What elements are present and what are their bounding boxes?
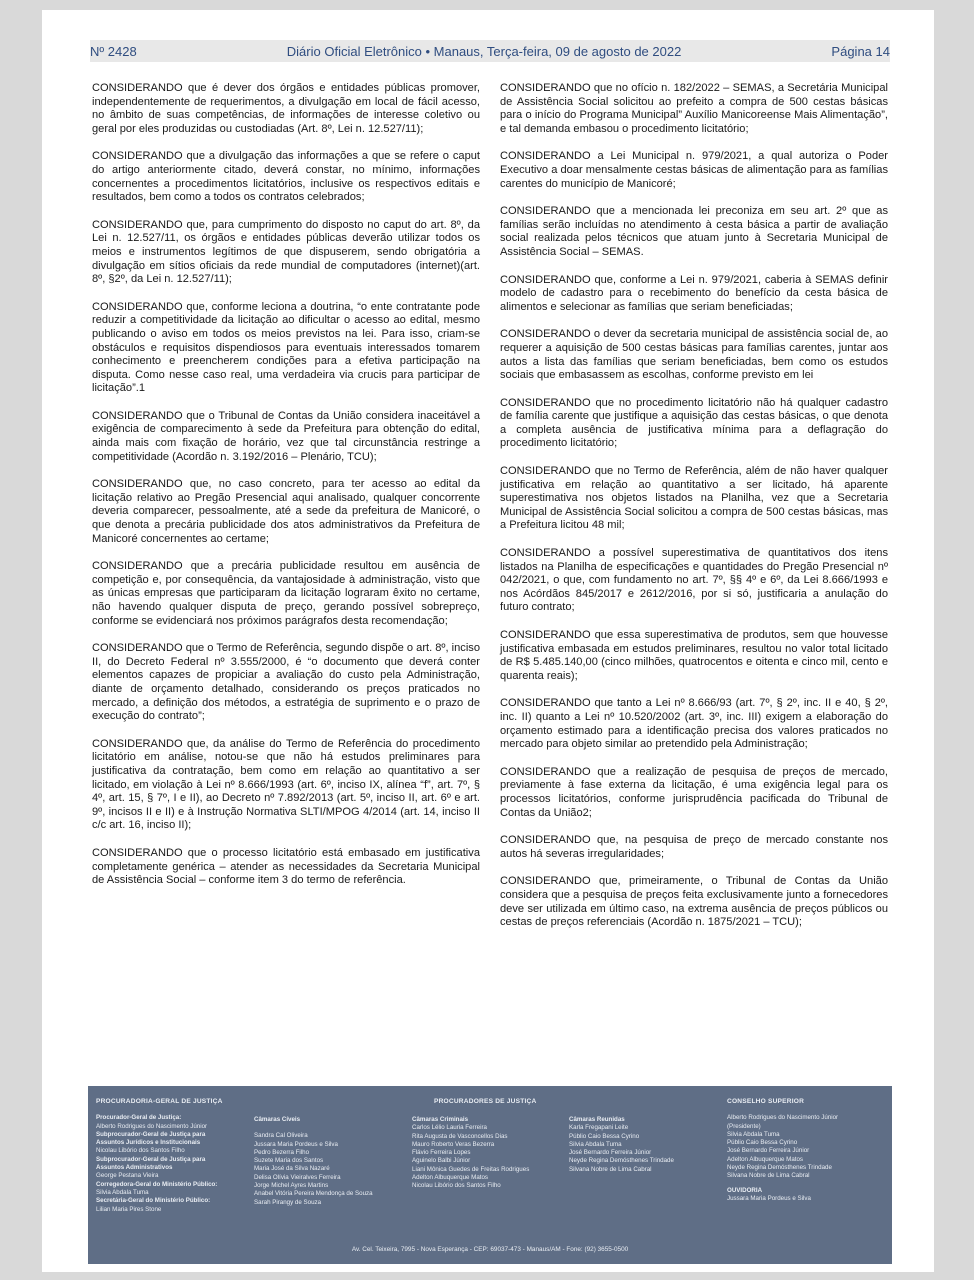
- footer-name-line: George Pestana Vieira: [96, 1172, 159, 1180]
- considerando-paragraph: CONSIDERANDO o dever da secretaria municipal de assistência social de, ao requerer a aquisição de 500 cestas básicas para famílias carentes, juntar aos autos a lista das famílias que seriam beneficiadas, bem como os estudos sociais que embasassem as escolhas, conforme previsto em lei: [500, 328, 888, 382]
- footer-name-line: Adelton Albuquerque Matos: [412, 1174, 489, 1182]
- footer-name-line: (Presidente): [727, 1122, 761, 1130]
- footer-name-line: Rita Augusta de Vasconcellos Dias: [412, 1132, 508, 1140]
- footer-name-line: Nicolau Libório dos Santos Filho: [412, 1182, 501, 1190]
- civeis-heading: Câmaras Cíveis: [254, 1116, 301, 1123]
- footer-name-line: Públio Caio Bessa Cyrino: [727, 1139, 798, 1147]
- footer-name-line: Sarah Pirangy de Souza: [254, 1198, 322, 1206]
- footer-name-line: Adelton Albuquerque Matos: [727, 1155, 804, 1163]
- footer-name-line: Suzete Maria dos Santos: [254, 1157, 324, 1165]
- footer-name-line: Nicolau Libório dos Santos Filho: [96, 1147, 185, 1155]
- pgj-list: [96, 1114, 246, 1214]
- footer-name-line: José Bernardo Ferreira Júnior: [569, 1149, 652, 1157]
- footer-name-line: Procurador-Geral de Justiça:: [96, 1114, 182, 1122]
- criminais-block: [412, 1116, 562, 1191]
- footer-name-line: Neyde Regina Demósthenes Trindade: [727, 1164, 832, 1172]
- considerando-paragraph: CONSIDERANDO que no procedimento licitatório não há qualquer cadastro de família carente que justifique a aquisição das cestas básicas, o que denota a completa ausência de justificativa mínima para a deflagração do procedimento licitatório;: [500, 396, 888, 450]
- pgj-heading: PROCURADORIA-GERAL DE JUSTIÇA: [96, 1098, 223, 1105]
- document-page: [42, 10, 934, 1272]
- cs-list: [727, 1114, 885, 1180]
- footer-name-line: Silvana Nobre de Lima Cabral: [727, 1172, 810, 1180]
- considerando-paragraph: CONSIDERANDO que tanto a Lei nº 8.666/93 (art. 7º, § 2º, inc. II e 40, § 2º, inc. II) quanto a Lei nº 10.520/2002 (art. 3º, inc. III) exigem a elaboração do orçamento estimado para a identificação precisa dos valores praticados no mercado para objeto similar ao pretendido pela Administração;: [500, 697, 888, 751]
- considerando-paragraph: CONSIDERANDO a Lei Municipal n. 979/2021, a qual autoriza o Poder Executivo a doar mensalmente cestas básicas de alimentação para as famílias carentes do município de Manicoré;: [500, 150, 888, 190]
- reunidas-heading: Câmaras Reunidas: [569, 1116, 625, 1123]
- footer-name-line: Assuntos Jurídicos e Institucionais: [96, 1139, 201, 1147]
- footer-name-line: Mauro Roberto Veras Bezerra: [412, 1140, 495, 1148]
- footer-name-line: Anabel Vitória Pereira Mendonça de Souza: [254, 1190, 373, 1198]
- footer-name-line: Silvana Nobre de Lima Cabral: [569, 1165, 652, 1173]
- footer-name-line: Silvia Abdala Tuma: [727, 1130, 780, 1138]
- left-column: [92, 82, 480, 1022]
- footer-name-line: Públio Caio Bessa Cyrino: [569, 1132, 640, 1140]
- footer-name-line: Aguinelo Balbi Júnior: [412, 1157, 471, 1165]
- footer-name-line: Flávio Ferreira Lopes: [412, 1149, 471, 1157]
- footer-name-line: Maria José da Silva Nazaré: [254, 1165, 330, 1173]
- body-columns: [92, 82, 888, 1022]
- considerando-paragraph: CONSIDERANDO que o processo licitatório está embasado em justificativa completamente genérica – atender as necessidades da Secretaria Municipal de Assistência Social – conforme item 3 do termo de referência.: [92, 846, 480, 887]
- considerando-paragraph: CONSIDERANDO que no Termo de Referência, além de não haver qualquer justificativa em relação ao quantitativo a ser licitado, há aparente superestimativa nos objetos listados na Planilha, vez que a Secretaria Municipal de Assistência Social solicitou a compra de 500 cestas básicas, mas a Prefeitura licitou 48 mil;: [500, 465, 888, 532]
- pj-heading: PROCURADORES DE JUSTIÇA: [434, 1098, 537, 1105]
- civeis-list: [254, 1132, 404, 1207]
- issue-number: Nº 2428: [90, 43, 137, 59]
- considerando-paragraph: CONSIDERANDO que o Termo de Referência, segundo dispõe o art. 8º, inciso II, do Decreto Federal nº 3.555/2000, é “o documento que deverá conter elementos capazes de propiciar a avaliação do custo pela Administração, diante de orçamento detalhado, considerando os preços praticados no mercado, a definição dos métodos, a estratégia de suprimento e o prazo de execução do contrato”;: [92, 642, 481, 723]
- considerando-paragraph: CONSIDERANDO que essa superestimativa de produtos, sem que houvesse justificativa embasada em estudos preliminares, resultou no valor total licitado de R$ 5.485.140,00 (cinco milhões, quatrocentos e oitenta e cinco mil, cento e quarenta reais);: [500, 629, 888, 682]
- considerando-paragraph: CONSIDERANDO que a precária publicidade resultou em ausência de competição e, por consequência, da vantajosidade à administração, visto que as únicas empresas que participaram da licitação lograram êxito no certame, não havendo qualquer disputa de preço, gerando possível sobrepreço, conforme se evidenciará nos próximos parágrafos desta recomendação;: [92, 560, 480, 627]
- footer-name-line: Silvia Abdala Tuma: [569, 1140, 622, 1148]
- reunidas-list: [569, 1124, 719, 1174]
- considerando-paragraph: CONSIDERANDO que, para cumprimento do disposto no caput do art. 8º, da Lei n. 12.527/11, os órgãos e entidades públicas deverão utilizar todos os meios e instrumentos legítimos de que dispuserem, sendo obrigatória a divulgação em sítios oficiais da rede mundial de computadores (internet)(art. 8º, §2º, da Lei n. 12.527/11);: [92, 218, 480, 286]
- considerando-paragraph: CONSIDERANDO que o Tribunal de Contas da União considera inaceitável a exigência de comparecimento à sede da Prefeitura para obtenção do edital, ainda mais com fixação de horário, vez que tal circunstância restringe a competitividade (Acordão n. 3.192/2016 – Plenário, TCU);: [92, 409, 480, 463]
- footer-name-line: Subprocurador-Geral de Justiça para: [96, 1155, 206, 1163]
- footer-name-line: Delisa Olívia Vieiralves Ferreira: [254, 1173, 341, 1181]
- footer-name-line: Assuntos Administrativos: [96, 1164, 173, 1172]
- cs-block: [727, 1098, 885, 1203]
- footer-name-line: Carlos Lélio Lauria Ferreira: [412, 1124, 487, 1132]
- journal-title: Diário Oficial Eletrônico • Manaus, Terça-feira, 09 de agosto de 2022: [286, 43, 682, 59]
- considerando-paragraph: CONSIDERANDO que a divulgação das informações a que se refere o caput do artigo anteriormente citado, deverá constar, no mínimo, informações concernentes a procedimentos licitatórios, inclusive os respectivos editais e resultados, bem como a todos os contratos celebrados;: [92, 150, 480, 204]
- footer-name-line: Lilian Maria Pires Stone: [96, 1205, 162, 1213]
- criminais-heading: Câmaras Criminais: [412, 1116, 469, 1123]
- right-column: [500, 82, 888, 1022]
- footer-name-line: Alberto Rodrigues do Nascimento Júnior: [96, 1122, 208, 1130]
- footer-name-line: Sandra Cal Oliveira: [254, 1132, 308, 1140]
- ouvidoria-heading: OUVIDORIA: [727, 1186, 763, 1194]
- ouvidoria-name: Jussara Maria Pordeus e Silva: [727, 1194, 811, 1202]
- footer-name-line: Jorge Michel Ayres Martins: [254, 1182, 329, 1190]
- considerando-paragraph: CONSIDERANDO que, conforme a Lei n. 979/2021, caberia à SEMAS definir modelo de cadastro para o recebimento do benefício da cesta básica de alimentos e selecionar as famílias que seriam beneficiadas;: [500, 273, 888, 313]
- considerando-paragraph: CONSIDERANDO que, da análise do Termo de Referência do procedimento licitatório em análise, notou-se que não há estudos preliminares para justificativa da contratação, bem como em relação ao quantitativo a ser licitado, em violação à Lei nº 8.666/1993 (art. 6º, inciso IX, alínea “f”, art. 7º, § 4º, art. 15, § 7º, I e II), ao Decreto nº 7.892/2013 (art. 5º, inciso II, art. 6º e art. 9º, incisos II e II) e à Instrução Normativa SLTI/MPOG 4/2014 (art. 14, inciso II c/c art. 16, inciso II);: [92, 737, 480, 832]
- footer-name-line: Corregedora-Geral do Ministério Público:: [96, 1180, 218, 1188]
- considerando-paragraph: CONSIDERANDO que a realização de pesquisa de preços de mercado, previamente à fase externa da licitação, é uma exigência legal para os processos licitatórios, conforme jurisprudência pacificada do Tribunal de Contas da União2;: [500, 765, 888, 819]
- civeis-block: [254, 1116, 404, 1207]
- footer-name-line: Pedro Bezerra Filho: [254, 1148, 310, 1156]
- footer-name-line: Subprocurador-Geral de Justiça para: [96, 1130, 206, 1138]
- page-header: [90, 40, 890, 62]
- considerando-paragraph: CONSIDERANDO que é dever dos órgãos e entidades públicas promover, independentemente de requerimentos, a divulgação em local de fácil acesso, no âmbito de suas competências, de informações de interesse coletivo ou geral por eles produzidas ou custodiadas (Art. 8º, Lei n. 12.527/11);: [92, 82, 480, 135]
- page-number: Página 14: [831, 43, 890, 59]
- criminais-list: [412, 1124, 562, 1190]
- footer-name-line: Liani Mônica Guedes de Freitas Rodrigues: [412, 1165, 530, 1173]
- pgj-block: [96, 1098, 246, 1214]
- considerando-paragraph: CONSIDERANDO que no ofício n. 182/2022 – SEMAS, a Secretária Municipal de Assistência Social solicitou ao prefeito a compra de 500 cestas básicas para o início do Programa Municipal” Auxílio Manicoreense Mais Alimentação”, e tal demanda embasou o procedimento licitatório;: [500, 82, 888, 135]
- footer-name-line: Secretária-Geral do Ministério Público:: [96, 1197, 211, 1205]
- considerando-paragraph: CONSIDERANDO que, na pesquisa de preço de mercado constante nos autos há severas irregularidades;: [500, 834, 888, 860]
- reunidas-block: [569, 1116, 719, 1174]
- footer-name-line: Karla Fregapani Leite: [569, 1124, 629, 1132]
- cs-heading: CONSELHO SUPERIOR: [727, 1098, 805, 1105]
- footer-name-line: Silvia Abdala Tuma: [96, 1188, 149, 1196]
- footer-name-line: Neyde Regina Demósthenes Trindade: [569, 1157, 674, 1165]
- considerando-paragraph: CONSIDERANDO que a mencionada lei preconiza em seu art. 2º que as famílias serão incluídas no atendimento à cesta básica a partir de avaliação social realizada pelos técnicos que atuam junto à Secretaria Municipal de Assistência Social – SEMAS.: [500, 205, 888, 258]
- footer-name-line: José Bernardo Ferreira Júnior: [727, 1147, 810, 1155]
- footer-name-line: Jussara Maria Pordeus e Silva: [254, 1140, 338, 1148]
- footer-name-line: Alberto Rodrigues do Nascimento Júnior: [727, 1114, 839, 1122]
- institutional-footer: [88, 1086, 892, 1264]
- considerando-paragraph: CONSIDERANDO a possível superestimativa de quantitativos dos itens listados na Planilha de especificações e quantidades do Pregão Presencial nº 042/2021, o que, com fundamento no art. 7º, §§ 4º e 6º, da Lei 8.666/1993 e nos Acórdãos 845/2017 e 2612/2016, por si só, justificaria a anulação do futuro contrato;: [500, 547, 888, 614]
- considerando-paragraph: CONSIDERANDO que, no caso concreto, para ter acesso ao edital da licitação relativo ao Pregão Presencial aqui analisado, qualquer concorrente deveria comparecer, pessoalmente, até a sede da prefeitura de Manicoré, o que denota a precária publicidade dos atos administrativos da Prefeitura de Manicoré concernentes ao certame;: [92, 478, 480, 545]
- footer-address: Av. Cel. Teixeira, 7995 - Nova Esperança - CEP: 69037-473 - Manaus/AM - Fone: (92) 3655-0500: [351, 1245, 629, 1253]
- considerando-paragraph: CONSIDERANDO que, conforme leciona a doutrina, “o ente contratante pode reduzir a competitividade da licitação ao dificultar o acesso ao edital, mesmo publicando o aviso em todos os meios previstos na lei. Para isso, criam-se obstáculos e requisitos dispendiosos para eventuais interessados tomarem conhecimento e preencherem condições para a efetiva participação na disputa. Como nesse caso real, uma verdadeira via crucis para participar de licitação”.1: [92, 300, 480, 395]
- considerando-paragraph: CONSIDERANDO que, primeiramente, o Tribunal de Contas da União considera que a pesquisa de preços feita exclusivamente junto a fornecedores deve ser utilizada em último caso, na extrema ausência de preços públicos ou cestas de preços referenciais (Acordão n. 1875/2021 – TCU);: [500, 875, 888, 929]
